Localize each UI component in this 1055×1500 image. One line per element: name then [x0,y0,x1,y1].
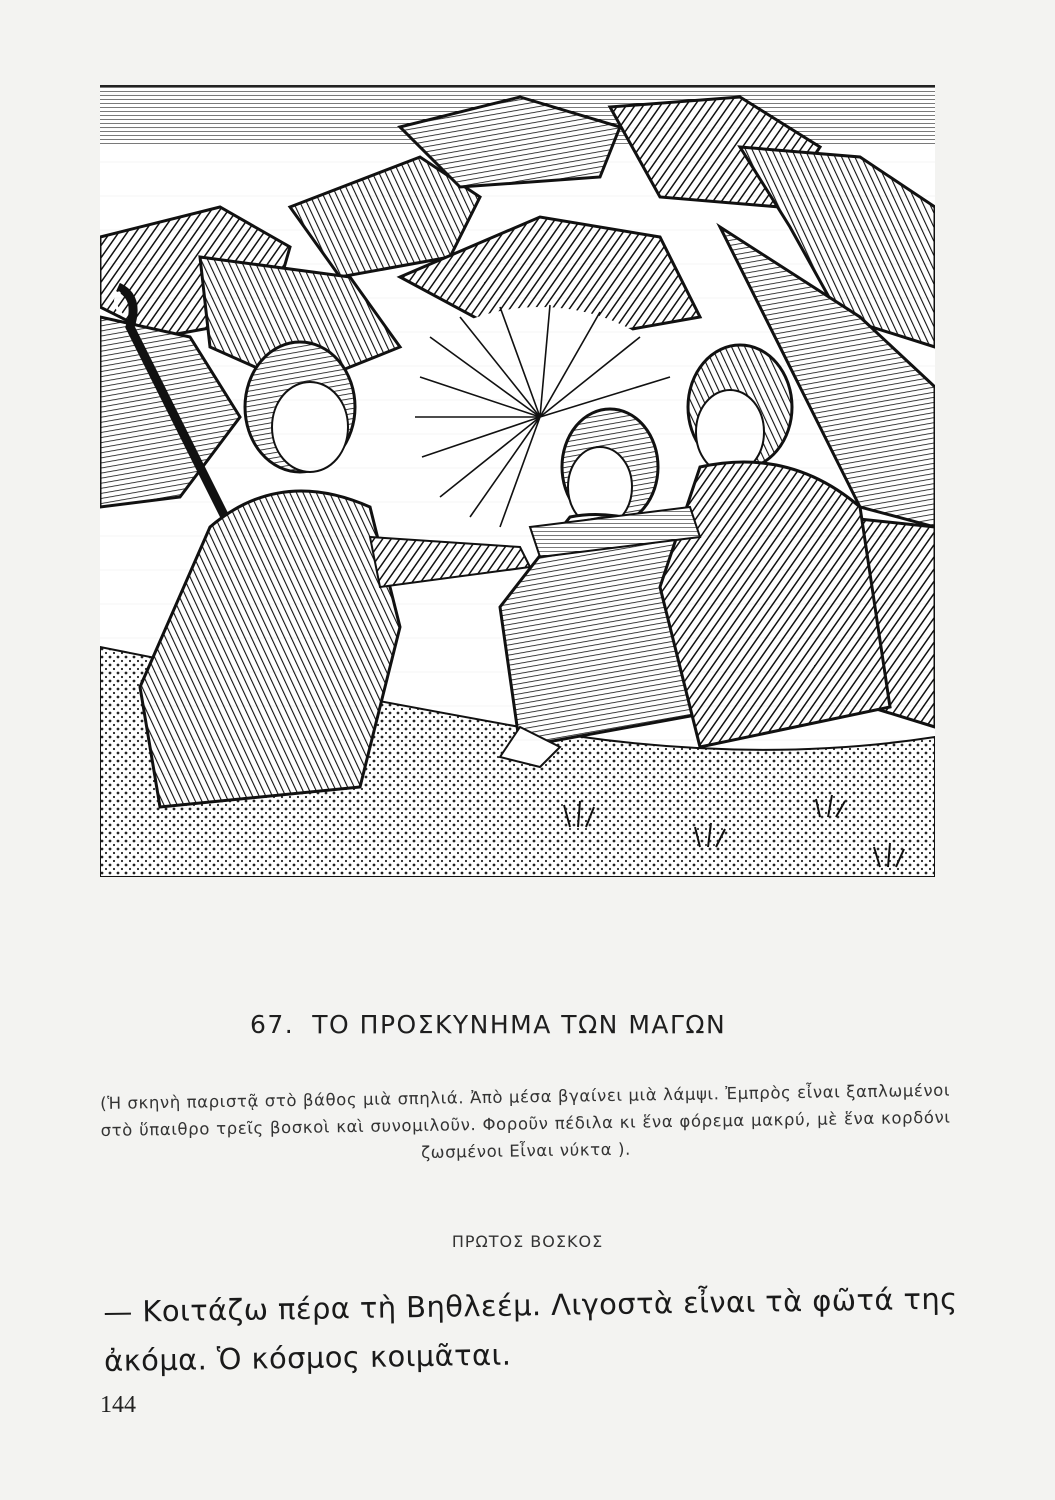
dialogue-line: — Κοιτάζω πέρα τὴ Βηθλεέμ. Λιγοστὰ εἶναι τὰ φῶτά της ἀκόμα. Ὁ κόσμος κοιμᾶται. [103,1281,958,1378]
cave-shepherds-illustration [100,85,935,877]
scene-number: 67. [250,1010,295,1039]
stage-direction: (Ἡ σκηνὴ παριστᾷ στὸ βάθος μιὰ σπηλιά. Ἀπὸ μέσα βγαίνει μιὰ λάμψι. Ἐμπρὸς εἶναι ξαπλωμένοι στὸ ὕπαιθρο τρεῖς βοσκοὶ καὶ συνομιλοῦν. Φοροῦν πέδιλα κι ἕνα φόρεμα μακρύ, μὲ ἕνα κορδόνι ζωσμένοι Εἶναι νύκτα ). [100,1080,951,1162]
scene-title-text: ΤΟ ΠΡΟΣΚΥΝΗΜΑ ΤΩΝ ΜΑΓΩΝ [312,1010,727,1039]
engraving-illustration [100,87,935,877]
speaker-name: ΠΡΩΤΟΣ ΒΟΣΚΟΣ [451,1232,604,1251]
scene-title [250,1010,810,1039]
page-number: 144 [100,1392,136,1418]
